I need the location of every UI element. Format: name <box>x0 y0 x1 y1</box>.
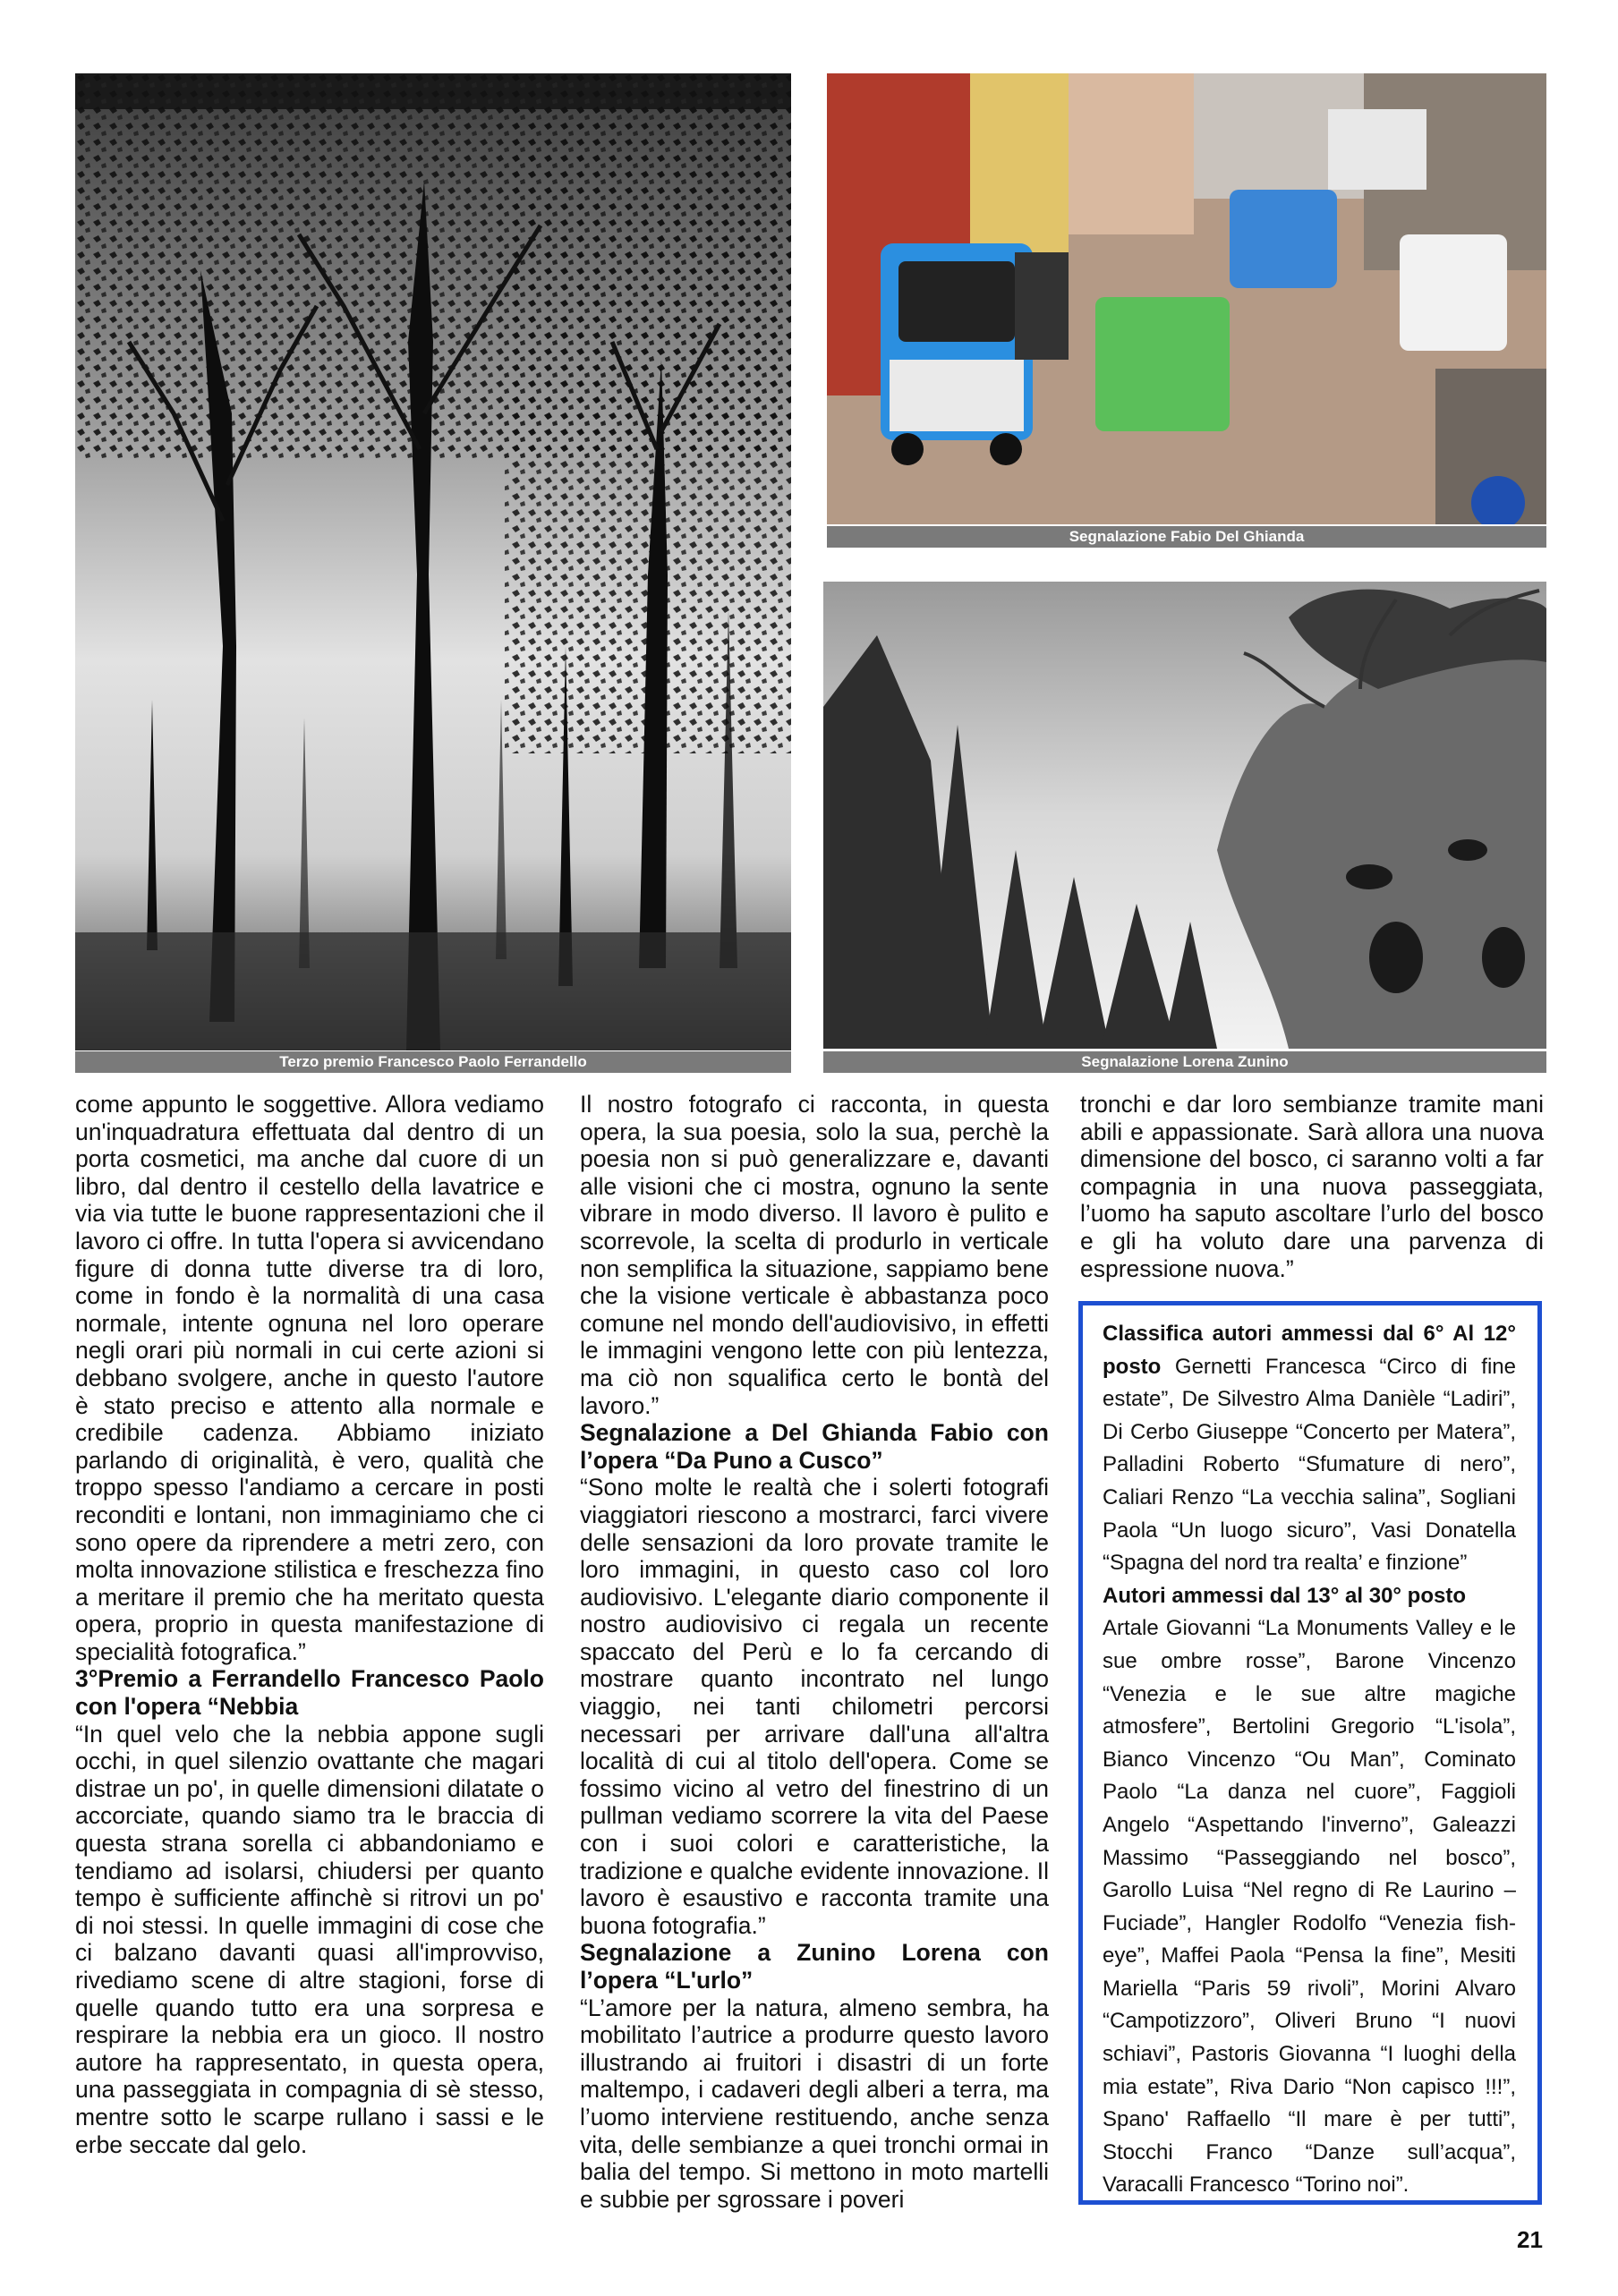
tree-photo-caption: Segnalazione Lorena Zunino <box>823 1051 1546 1073</box>
column1-heading-ferrandello: 3°Premio a Ferrandello Francesco Paolo con l'opera “Nebbia <box>75 1665 544 1721</box>
street-photo <box>827 73 1546 524</box>
ranking-heading-13-30: Autori ammessi dal 13° al 30° posto <box>1103 1583 1466 1608</box>
foggy-forest-image <box>75 73 791 1050</box>
ranking-list-6-12: Gernetti Francesca “Circo di fine estate”, De Silvestro Alma Danièle “Ladiri”, Di Cerbo Giuseppe “Concerto per Matera”, Palladini Roberto “Sfumature di nero”, Caliari Renzo “La vecchia salina”, Sogliani Paola “Un luogo sicuro”, Vasi Donatella “Spagna del nord tra realta’ e finzione” <box>1103 1354 1516 1576</box>
page-number: 21 <box>1517 2226 1543 2253</box>
column2-paragraph-3: “L’amore per la natura, almeno sembra, ha mobilitato l’autrice a produrre questo lavoro illustrando ai fruitori i disastri di un forte maltempo, i cadaveri degli alberi a terra, ma l’uomo interviene restituendo, anche senza vita, delle sembianze a quei tronchi ormai in balia del tempo. Si mettono in moto martelli e subbie per sgrossare i poveri <box>580 1994 1049 2213</box>
forest-photo <box>75 73 791 1050</box>
ranking-list-13-30: Artale Giovanni “La Monuments Valley e le sue ombre rosse”, Barone Vincenzo “Venezia e le sue altre magiche atmosfere”, Bertolini Gregorio “L'isola”, Bianco Vincenzo “Ou Man”, Cominato Paolo “La danza nel cuore”, Faggioli Angelo “Aspettando l'inverno”, Galeazzi Massimo “Passeggiando nel bosco”, Garollo Luisa “Nel regno di Re Laurino – Fuciade”, Hangler Rodolfo “Venezia fish-eye”, Maffei Paola “Pensa la fine”, Mesiti Mariella “Paris 59 rivoli”, Morini Alvaro “Campotizzoro”, Oliveri Bruno “I nuovi schiavi”, Pastoris Giovanna “I luoghi della mia estate”, Riva Dario “Non capisco !!!”, Spano' Raffaello “Il mare è per tutti”, Stocchi Franco “Danze sull’acqua”, Varacalli Francesco “Torino noi”. <box>1103 1616 1516 2198</box>
text-column-2 <box>580 1091 1049 2213</box>
column3-paragraph-1: tronchi e dar loro sembianze tramite mani abili e appassionate. Sarà allora una nuova dimensione del bosco, ci saranno volti a far compagnia in una nuova passeggiata, l’uomo ha saputo ascoltare l’urlo del bosco e gli ha voluto dare una parvenza di espressione nuova.” <box>1080 1091 1544 1282</box>
peru-street-image <box>827 73 1546 524</box>
column2-paragraph-2: “Sono molte le realtà che i solerti fotografi viaggiatori riescono a mostrarci, farci vivere delle sensazioni da loro provate tramite le loro immagini, in questo caso col loro audiovisivo. L'elegante diario componente il nostro audiovisivo ci regala un recente spaccato del Perù e lo fa cercando di mostrare quanto incontrato nel lungo viaggio, nei tanti chilometri percorsi necessari per arrivare dall'una all'altra località di cui al titolo dell'opera. Come se fossimo vicino al vetro del finestrino di un pullman vediamo scorrere la vita del Paese con i suoi colori e caratteristiche, la tradizione e qualche evidente innovazione. Il lavoro è esaustivo e racconta tramite una buona fotografia.” <box>580 1474 1049 1939</box>
column1-paragraph-2: “In quel velo che la nebbia appone sugli occhi, in quel silenzio ovattante che magari distrae un po', in quelle dimensioni dilatate o accorciate, quando siamo tra le braccia di questa strana sorella ci abbandoniamo e tendiamo ad isolarsi, chiudersi per quanto tempo è sufficiente affinchè si ritrovi un po' di noi stessi. In quelle immagini di cose che ci balzano davanti quasi all'improvviso, rivediamo scene di altre stagioni, forse di quelle quando tutto era una sorpresa e respirare la nebbia era un gioco. Il nostro autore ha rappresentato, in questa opera, una passeggiata in compagnia di sè stesso, mentre sotto le scarpe rullano i sassi e le erbe seccate dal gelo. <box>75 1720 544 2158</box>
column1-paragraph-1: come appunto le soggettive. Allora vediamo un'inquadratura effettuata dal dentro di un porta cosmetici, ma anche dal cuore di un libro, dal dentro il cestello della lavatrice e via via tutte le buone rappresentazioni che il lavoro ci offre. In tutta l'opera si avvicendano figure di donna tutte diverse tra di loro, come in fondo è la normalità di una casa normale, intente ognuna nel loro operare negli orari più normali in cui certe azioni si debbano svolgere, anche in questo l'autore è stato preciso e attento alla normale e credibile cadenza. Abbiamo iniziato parlando di originalità, è vero, qualità che troppo spesso l'andiamo a cercare in posti reconditi e lontani, non immaginiamo che ci sono opere da riprendere a metri zero, con molta innovazione stilistica e freschezza fino a meritare il premio che ha meritato questa opera, proprio in questa manifestazione di specialità fotografica.” <box>75 1091 544 1665</box>
tree-photo <box>823 582 1546 1049</box>
text-column-3 <box>1080 1091 1544 1282</box>
forest-photo-caption: Terzo premio Francesco Paolo Ferrandello <box>75 1051 791 1073</box>
column2-paragraph-1: Il nostro fotografo ci racconta, in questa opera, la sua poesia, solo la sua, perchè la poesia non si può generalizzare e, davanti alle visioni che ci mostra, ognuno la sente vibrare in modo diverso. Il lavoro è pulito e scorrevole, la scelta di produrlo in verticale non semplifica la situazione, sappiamo bene che la visione verticale è abbastanza poco comune nel mondo dell'audiovisivo, in effetti le immagini vengono lette con più lentezza, ma ciò non squalifica certo le bontà del lavoro.” <box>580 1091 1049 1419</box>
street-photo-caption: Segnalazione Fabio Del Ghianda <box>827 526 1546 548</box>
carved-tree-image <box>823 582 1546 1049</box>
column2-heading-del-ghianda: Segnalazione a Del Ghianda Fabio con l’opera “Da Puno a Cusco” <box>580 1419 1049 1474</box>
column2-heading-zunino: Segnalazione a Zunino Lorena con l’opera “L'urlo” <box>580 1939 1049 1994</box>
ranking-heading-6-12: Classifica autori ammessi dal 6° Al 12° posto <box>1103 1322 1516 1379</box>
text-column-1 <box>75 1091 544 2158</box>
ranking-box <box>1078 1301 1542 2205</box>
